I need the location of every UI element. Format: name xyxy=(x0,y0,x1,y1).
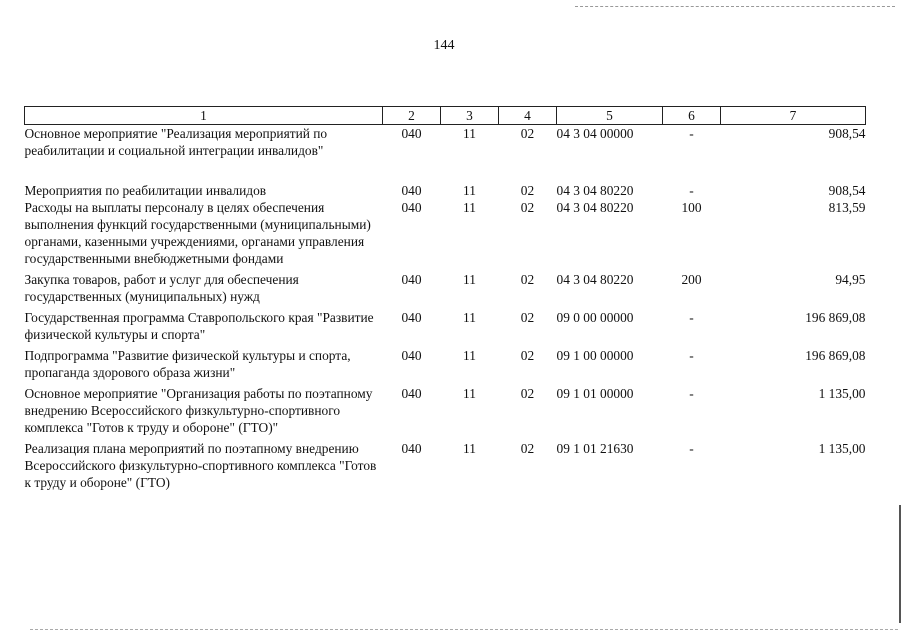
row-subsection: 02 xyxy=(520,385,535,401)
row-amount: 908,54 xyxy=(828,126,866,141)
row-amount: 196 869,08 xyxy=(805,309,866,325)
column-header: 7 xyxy=(721,107,866,125)
row-amount: 908,54 xyxy=(828,182,866,198)
table-row xyxy=(25,125,866,182)
row-target: 09 1 01 21630 xyxy=(556,440,634,456)
row-section: 11 xyxy=(463,309,476,325)
column-header: 6 xyxy=(663,107,721,125)
row-name: Подпрограмма "Развитие физической культуры и спорта, пропаганда здорового образа жизни" xyxy=(24,347,351,380)
row-name: Закупка товаров, работ и услуг для обеспечения государственных (муниципальных) нужд xyxy=(24,271,299,304)
row-amount: 196 869,08 xyxy=(805,347,866,363)
table-row xyxy=(25,182,866,199)
scan-edge-top xyxy=(575,6,895,8)
table-row xyxy=(25,271,866,309)
row-name: Основное мероприятие "Реализация мероприятий по реабилитации и социальной интеграции инвалидов" xyxy=(24,126,328,158)
row-target: 09 1 00 00000 xyxy=(556,347,634,363)
row-section: 11 xyxy=(463,347,476,363)
row-subsection: 02 xyxy=(520,271,535,287)
row-subsection: 02 xyxy=(520,347,535,363)
row-expense-type: 100 xyxy=(681,199,702,215)
row-code: 040 xyxy=(401,347,422,363)
table-row xyxy=(25,385,866,440)
row-subsection: 02 xyxy=(520,182,535,198)
scan-edge-bottom xyxy=(30,629,898,631)
row-expense-type: - xyxy=(689,385,694,401)
row-section: 11 xyxy=(463,199,476,215)
row-target: 09 0 00 00000 xyxy=(556,309,634,325)
column-header: 1 xyxy=(25,107,383,125)
row-expense-type: - xyxy=(689,126,694,141)
row-amount: 813,59 xyxy=(828,199,866,215)
row-target: 04 3 04 80220 xyxy=(556,182,634,198)
row-code: 040 xyxy=(401,440,422,456)
table-row xyxy=(25,309,866,347)
row-expense-type: 200 xyxy=(681,271,702,287)
row-expense-type: - xyxy=(689,182,694,198)
row-name: Мероприятия по реабилитации инвалидов xyxy=(24,182,267,198)
row-amount: 1 135,00 xyxy=(818,440,866,456)
row-section: 11 xyxy=(463,440,476,456)
column-header: 4 xyxy=(499,107,557,125)
row-code: 040 xyxy=(401,271,422,287)
table-row xyxy=(25,347,866,385)
row-name: Расходы на выплаты персоналу в целях обеспечения выполнения функций государственными (муниципальными) органами, казенными учреждениями, органами управления государственными внебюджетными фондами xyxy=(24,199,371,266)
row-code: 040 xyxy=(401,182,422,198)
row-section: 11 xyxy=(463,126,476,141)
table-row xyxy=(25,199,866,271)
row-section: 11 xyxy=(463,271,476,287)
row-code: 040 xyxy=(401,199,422,215)
page-number: 144 xyxy=(433,38,455,53)
row-expense-type: - xyxy=(689,347,694,363)
row-name: Основное мероприятие "Организация работы по поэтапному внедрению Всероссийского физкультурно-спортивного комплекса "Готов к труду и обороне" (ГТО)" xyxy=(24,385,373,435)
row-subsection: 02 xyxy=(520,199,535,215)
scan-edge-right xyxy=(899,505,901,623)
row-subsection: 02 xyxy=(520,309,535,325)
row-target: 04 3 04 00000 xyxy=(556,126,634,141)
row-target: 09 1 01 00000 xyxy=(556,385,634,401)
column-header: 3 xyxy=(441,107,499,125)
row-code: 040 xyxy=(401,385,422,401)
table-row xyxy=(25,440,866,491)
row-expense-type: - xyxy=(689,309,694,325)
row-target: 04 3 04 80220 xyxy=(556,199,634,215)
row-section: 11 xyxy=(463,182,476,198)
row-amount: 94,95 xyxy=(835,271,866,287)
row-amount: 1 135,00 xyxy=(818,385,866,401)
row-code: 040 xyxy=(401,309,422,325)
row-subsection: 02 xyxy=(520,440,535,456)
row-name: Реализация плана мероприятий по поэтапному внедрению Всероссийского физкультурно-спортивного комплекса "Готов к труду и обороне" (ГТО) xyxy=(24,440,377,490)
row-section: 11 xyxy=(463,385,476,401)
table-header-row xyxy=(25,107,866,125)
row-subsection: 02 xyxy=(520,126,535,141)
row-code: 040 xyxy=(401,126,422,141)
budget-table xyxy=(24,106,866,491)
row-expense-type: - xyxy=(689,440,694,456)
column-header: 2 xyxy=(383,107,441,125)
row-name: Государственная программа Ставропольского края "Развитие физической культуры и спорта" xyxy=(24,309,374,342)
row-target: 04 3 04 80220 xyxy=(556,271,634,287)
column-header: 5 xyxy=(557,107,663,125)
